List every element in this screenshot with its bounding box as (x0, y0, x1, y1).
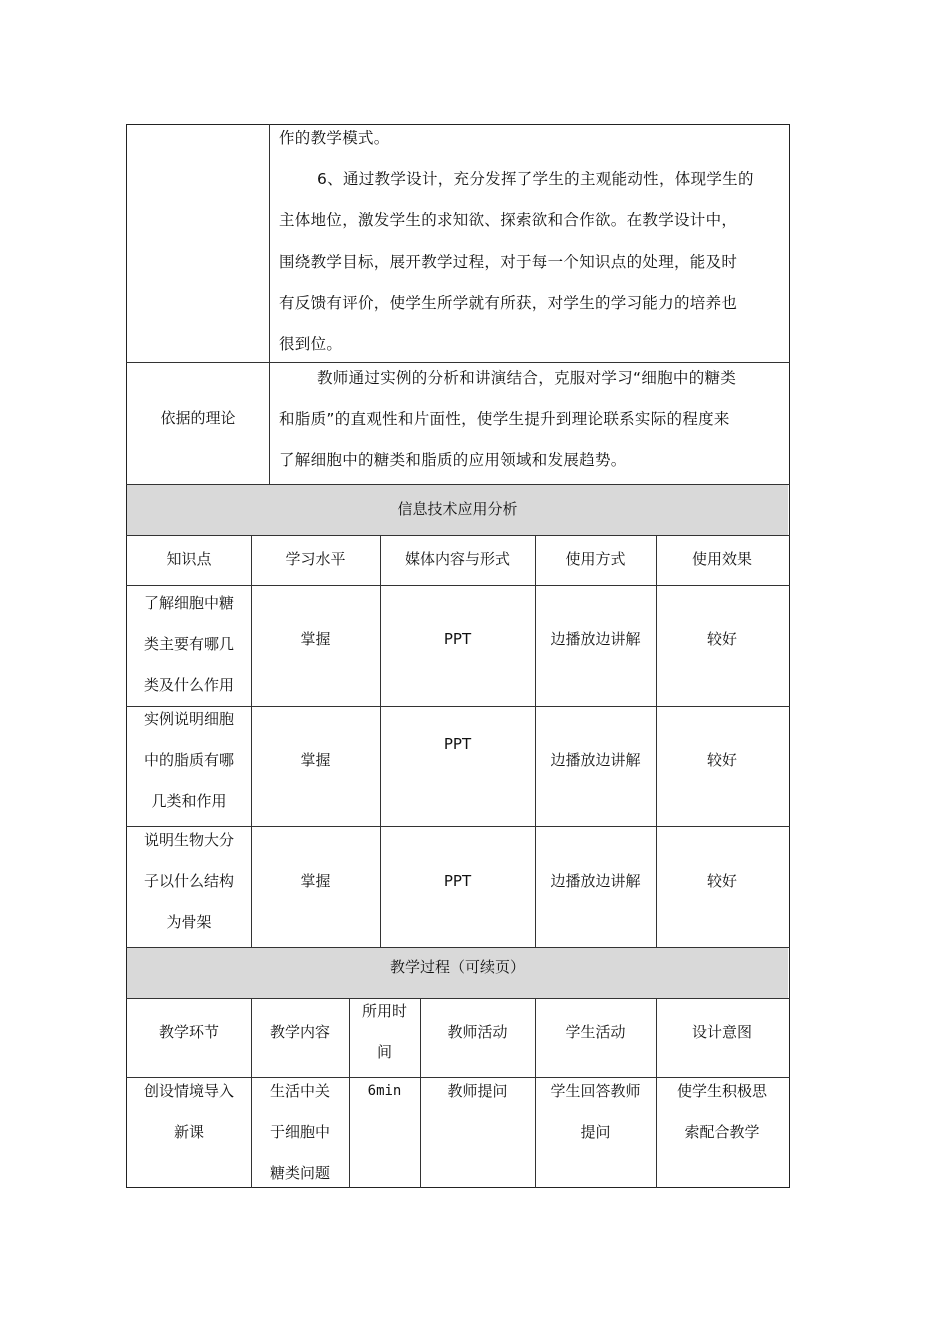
process-title: 教学过程（可续页） (389, 958, 525, 976)
header-usage-effect: 使用效果 (691, 550, 752, 568)
usage-effect-cell: 较好 (706, 872, 737, 890)
column-divider (269, 124, 270, 485)
content-cell: 生活中关 于细胞中 糖类问题 (269, 1082, 330, 1182)
text-line: 有反馈有评价，使学生所学就有所获，对学生的学习能力的培养也 (279, 293, 738, 312)
text-line: 很到位。 (279, 335, 343, 354)
media-cell: PPT (443, 872, 472, 890)
teacher-activity-cell: 教师提问 (447, 1082, 508, 1100)
text-line: 了解细胞中的糖类和脂质的应用领域和发展趋势。 (279, 451, 627, 470)
header-design-intent: 设计意图 (691, 1023, 752, 1041)
knowledge-point-cell: 说明生物大分 子以什么结构 为骨架 (143, 831, 234, 931)
learning-level-cell: 掌握 (300, 751, 331, 769)
usage-method-cell: 边播放边讲解 (550, 872, 641, 890)
header-teacher-activity: 教师活动 (447, 1023, 508, 1041)
media-cell: PPT (443, 630, 472, 648)
header-learning-level: 学习水平 (285, 550, 346, 568)
theory-label: 依据的理论 (160, 409, 236, 427)
learning-level-cell: 掌握 (300, 630, 331, 648)
continuation-text (279, 118, 785, 365)
text-line: 围绕教学目标，展开教学过程，对于每一个知识点的处理，能及时 (279, 252, 738, 271)
header-student-activity: 学生活动 (565, 1023, 626, 1041)
text-line: 和脂质”的直观性和片面性，使学生提升到理论联系实际的程度来 (279, 410, 730, 429)
text-line: 教师通过实例的分析和讲演结合，克服对学习“细胞中的糖类 (317, 369, 737, 387)
knowledge-point-cell: 实例说明细胞 中的脂质有哪 几类和作用 (143, 710, 234, 810)
header-usage-method: 使用方式 (565, 550, 626, 568)
header-knowledge-point: 知识点 (166, 550, 212, 568)
media-cell: PPT (443, 735, 472, 753)
row-divider (126, 535, 790, 536)
design-intent-cell: 使学生积极思 索配合教学 (676, 1082, 767, 1141)
usage-effect-cell: 较好 (706, 751, 737, 769)
text-line: 6、通过教学设计，充分发挥了学生的主观能动性，体现学生的 (317, 170, 754, 189)
header-media: 媒体内容与形式 (404, 550, 510, 568)
text-line: 主体地位，激发学生的求知欲、探索欲和合作欲。在教学设计中， (279, 211, 738, 230)
student-activity-cell: 学生回答教师 提问 (550, 1082, 641, 1141)
row-divider (126, 998, 790, 999)
header-time: 所用时 间 (361, 1002, 407, 1061)
theory-text (279, 358, 785, 482)
header-stage: 教学环节 (158, 1023, 219, 1041)
knowledge-point-cell: 了解细胞中糖 类主要有哪几 类及什么作用 (143, 594, 234, 694)
learning-level-cell: 掌握 (300, 872, 331, 890)
row-divider (126, 484, 790, 485)
info-tech-title: 信息技术应用分析 (397, 500, 518, 518)
time-cell: 6min (367, 1083, 402, 1099)
usage-effect-cell: 较好 (706, 630, 737, 648)
stage-cell: 创设情境导入 新课 (143, 1082, 234, 1141)
usage-method-cell: 边播放边讲解 (550, 751, 641, 769)
usage-method-cell: 边播放边讲解 (550, 630, 641, 648)
header-content: 教学内容 (269, 1023, 330, 1041)
text-line: 作的教学模式。 (279, 129, 390, 147)
